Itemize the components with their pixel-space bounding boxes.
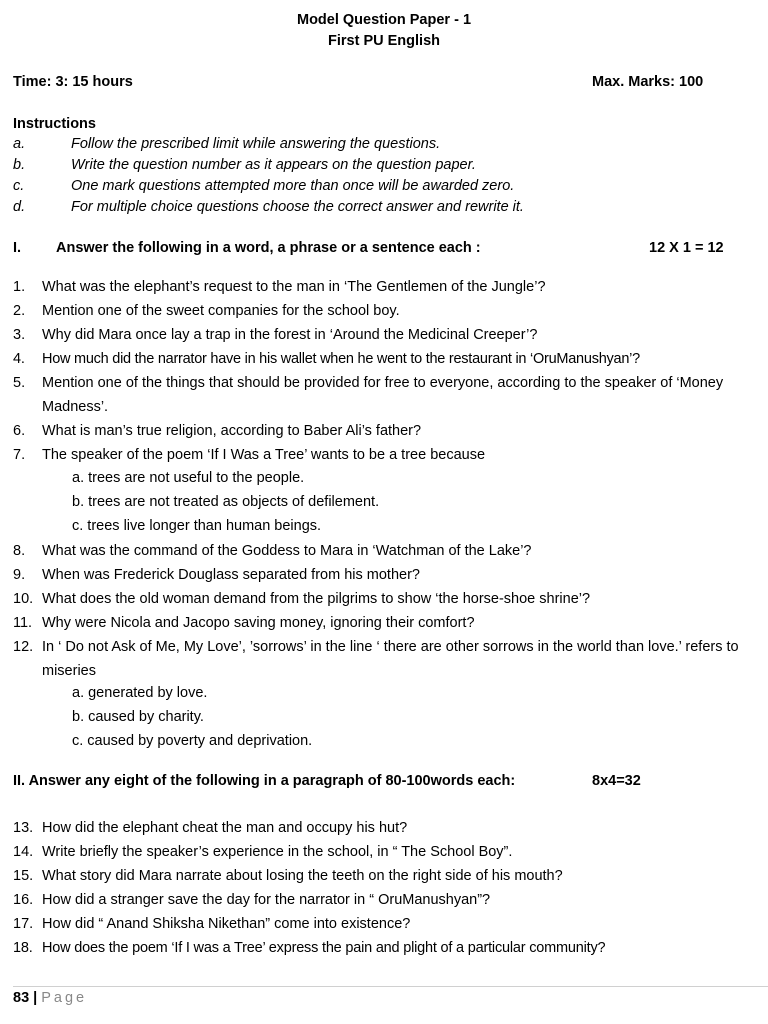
instruction-letter: c. <box>13 178 25 194</box>
question-text: In ‘ Do not Ask of Me, My Love’, ’sorrows’ in the line ‘ there are other sorrows in the world than love.’ refers to miseries <box>42 639 739 679</box>
question-item <box>13 587 761 611</box>
question-number: 3. <box>13 327 26 343</box>
instruction-text: Write the question number as it appears on the question paper. <box>71 157 476 173</box>
question-text: How much did the narrator have in his wallet when he went to the restaurant in ‘OruManushyan’? <box>42 351 640 367</box>
instruction-text: For multiple choice questions choose the correct answer and rewrite it. <box>71 199 524 215</box>
question-number: 17. <box>13 916 34 932</box>
question-item <box>13 443 761 467</box>
answer-option: a. generated by love. <box>72 685 208 701</box>
question-item <box>13 936 761 960</box>
question-number: 12. <box>13 639 34 655</box>
time-allowed: Time: 3: 15 hours <box>13 74 133 90</box>
question-text: What story did Mara narrate about losing the teeth on the right side of his mouth? <box>42 868 563 884</box>
instruction-letter: b. <box>13 157 26 173</box>
question-item <box>13 419 761 443</box>
answer-option: a. trees are not useful to the people. <box>72 470 305 486</box>
page-word: Page <box>41 990 88 1006</box>
page-footer <box>13 990 87 1006</box>
answer-option: b. caused by charity. <box>72 709 204 725</box>
question-text: Write briefly the speaker’s experience in the school, in “ The School Boy”. <box>42 844 513 860</box>
question-number: 1. <box>13 279 26 295</box>
question-item <box>13 912 761 936</box>
question-number: 9. <box>13 567 26 583</box>
instruction-text: One mark questions attempted more than once will be awarded zero. <box>71 178 515 194</box>
question-number: 14. <box>13 844 34 860</box>
question-text: Mention one of the things that should be provided for free to everyone, according to the speaker of ‘Money Madness’. <box>42 375 724 415</box>
question-item <box>13 371 761 419</box>
question-text: What was the elephant’s request to the man in ‘The Gentlemen of the Jungle’? <box>42 279 546 295</box>
instruction-text: Follow the prescribed limit while answering the questions. <box>71 136 441 152</box>
question-item <box>13 864 761 888</box>
question-text: Why did Mara once lay a trap in the forest in ‘Around the Medicinal Creeper’? <box>42 327 538 343</box>
answer-option: c. trees live longer than human beings. <box>72 518 322 534</box>
section-1-numeral: I. <box>13 240 22 256</box>
question-text: Why were Nicola and Jacopo saving money, ignoring their comfort? <box>42 615 475 631</box>
max-marks: Max. Marks: 100 <box>592 74 704 90</box>
question-text: The speaker of the poem ‘If I Was a Tree’ wants to be a tree because <box>42 447 486 463</box>
question-item <box>13 539 761 563</box>
instruction-letter: a. <box>13 136 26 152</box>
answer-option: b. trees are not treated as objects of defilement. <box>72 494 380 510</box>
question-item <box>13 275 761 299</box>
instruction-letter: d. <box>13 199 26 215</box>
question-text: Mention one of the sweet companies for the school boy. <box>42 303 400 319</box>
question-item <box>13 635 761 683</box>
question-number: 4. <box>13 351 25 367</box>
question-item <box>13 299 761 323</box>
paper-subtitle: First PU English <box>328 33 440 49</box>
answer-option: c. caused by poverty and deprivation. <box>72 733 313 749</box>
question-number: 5. <box>13 375 26 391</box>
question-item <box>13 840 761 864</box>
question-number: 18. <box>13 940 33 956</box>
section-1-title: Answer the following in a word, a phrase or a sentence each : <box>56 240 481 256</box>
question-number: 2. <box>13 303 26 319</box>
section-2-marks: 8x4=32 <box>592 773 641 789</box>
question-text: When was Frederick Douglass separated from his mother? <box>42 567 420 583</box>
question-text: What is man’s true religion, according to Baber Ali’s father? <box>42 423 422 439</box>
question-text: What does the old woman demand from the pilgrims to show ‘the horse-shoe shrine’? <box>42 591 591 607</box>
question-number: 11. <box>13 615 33 631</box>
question-number: 8. <box>13 543 26 559</box>
question-number: 7. <box>13 447 26 463</box>
question-number: 15. <box>13 868 34 884</box>
question-item <box>13 816 761 840</box>
question-text: How did the elephant cheat the man and occupy his hut? <box>42 820 408 836</box>
question-text: How does the poem ‘If I was a Tree’ express the pain and plight of a particular community? <box>42 940 606 956</box>
question-number: 13. <box>13 820 34 836</box>
question-text: What was the command of the Goddess to Mara in ‘Watchman of the Lake’? <box>42 543 532 559</box>
question-number: 16. <box>13 892 34 908</box>
question-number: 6. <box>13 423 26 439</box>
question-text: How did “ Anand Shiksha Nikethan” come into existence? <box>42 916 411 932</box>
instructions-heading: Instructions <box>13 116 96 132</box>
footer-divider <box>13 986 768 987</box>
question-item <box>13 611 761 635</box>
page-number: 83 <box>13 990 30 1006</box>
section-1-marks: 12 X 1 = 12 <box>649 240 724 256</box>
question-number: 10. <box>13 591 34 607</box>
footer-separator: | <box>33 990 38 1006</box>
question-item <box>13 323 761 347</box>
question-item <box>13 347 761 371</box>
question-text: How did a stranger save the day for the narrator in “ OruManushyan”? <box>42 892 491 908</box>
question-item <box>13 563 761 587</box>
question-item <box>13 888 761 912</box>
section-2-title: II. Answer any eight of the following in a paragraph of 80-100words each: <box>13 773 516 789</box>
paper-title: Model Question Paper - 1 <box>296 12 472 28</box>
